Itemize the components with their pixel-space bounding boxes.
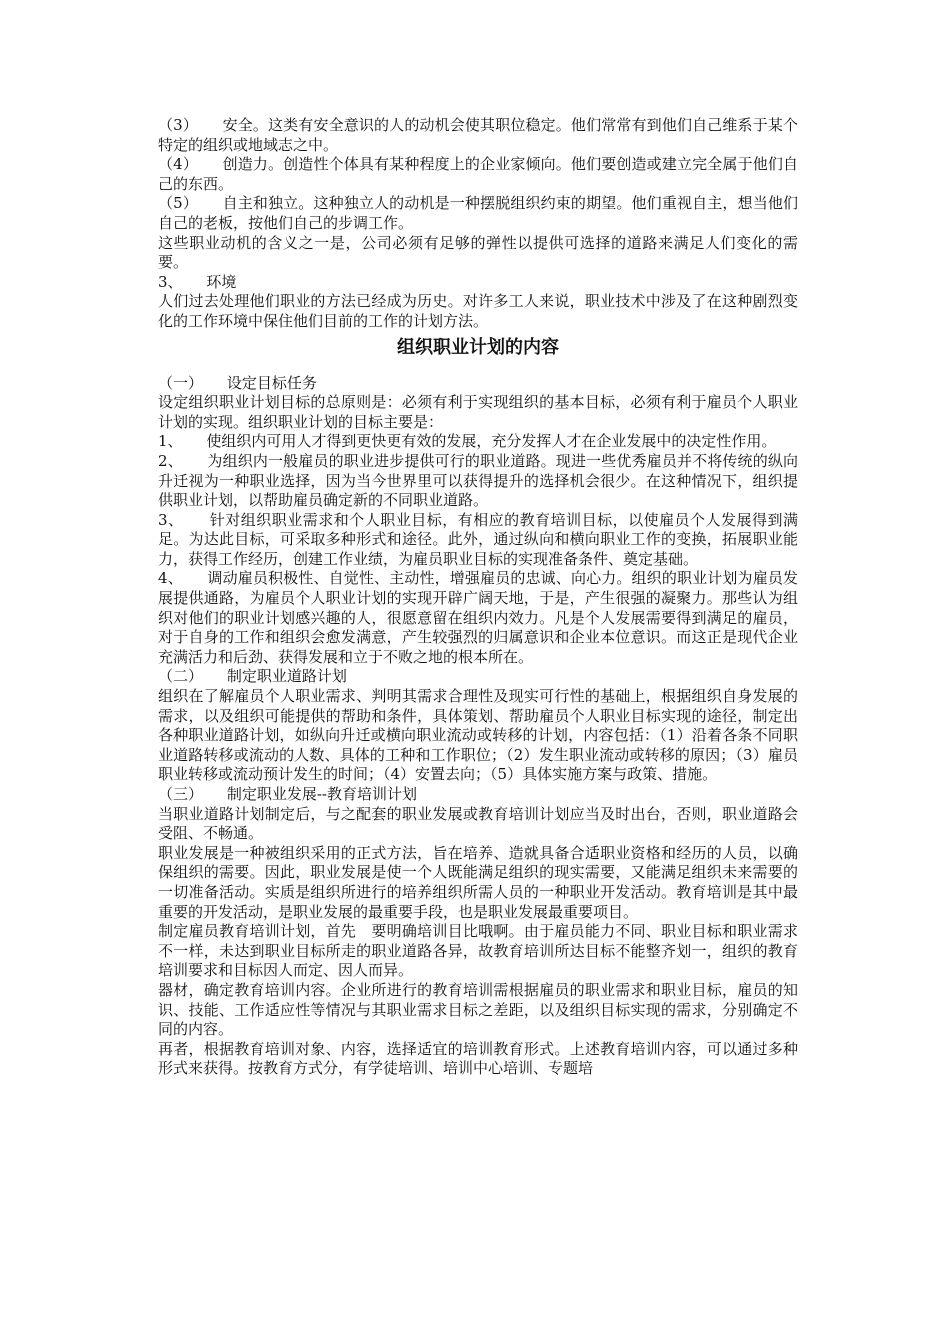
paragraph (158, 1040, 798, 1079)
paragraph (158, 116, 798, 155)
paragraph-text: 制定职业道路计划 (226, 667, 347, 686)
paragraph-text: 创造力。创造性个体具有某种程度上的企业家倾向。他们要创造或建立完全属于他们自己的东西。 (158, 155, 798, 193)
paragraph (158, 922, 798, 981)
paragraph (158, 234, 798, 273)
paragraph-text: 自主和独立。这种独立人的动机是一种摆脱组织约束的期望。他们重视自主，想当他们自己的老板，按他们自己的步调工作。 (158, 194, 798, 232)
paragraph-label: 3、 (158, 272, 183, 291)
paragraph-text: 再者，根据教育培训对象、内容，选择适宜的培训教育形式。上述教育培训内容，可以通过多种形式来获得。按教育方式分，有学徒培训、培训中心培训、专题培 (158, 1039, 798, 1078)
paragraph-label: （三） (158, 785, 204, 803)
paragraph-text: 器材，确定教育培训内容。企业所进行的教育培训需根据雇员的职业需求和职业目标，雇员的知识、技能、工作适应性等情况与其职业需求目标之差距，以及组织目标实现的需求，分别确定不同的内容。 (158, 980, 798, 1039)
paragraph-label: 4、 (158, 569, 183, 588)
paragraph-text: 这些职业动机的含义之一是，公司必须有足够的弹性以提供可选择的道路来满足人们变化的需要。 (158, 233, 798, 272)
paragraph (158, 785, 798, 805)
document-page (158, 116, 798, 1079)
paragraph-text: 设定目标任务 (226, 373, 317, 392)
paragraph (158, 844, 798, 922)
paragraph-label: （4） (158, 155, 198, 174)
section-before (158, 116, 798, 332)
paragraph (158, 273, 798, 293)
paragraph (158, 667, 798, 687)
paragraph (158, 569, 798, 667)
paragraph (158, 292, 798, 331)
paragraph-label: （5） (158, 194, 198, 213)
paragraph-text: 针对组织职业需求和个人职业目标，有相应的教育培训目标，以使雇员个人发展得到满足。为达此目标，可采取多种形式和途径。此外，通过纵向和横向职业工作的变换，拓展职业能力，获得工作经历，创建工作业绩，为雇员职业目标的实现准备条件、奠定基础。 (158, 510, 798, 568)
paragraph (158, 687, 798, 785)
paragraph-text: 制定职业发展--教育培训计划 (226, 785, 417, 803)
paragraph-label: （3） (158, 116, 198, 134)
paragraph (158, 452, 798, 511)
paragraph (158, 805, 798, 844)
paragraph-text: 调动雇员积极性、自觉性、主动性，增强雇员的忠诚、向心力。组织的职业计划为雇员发展提供通路，为雇员个人职业计划的实现开辟广阔天地，于是，产生很强的凝聚力。那些认为组织对他们的职业计划感兴趣的人，很愿意留在组织内效力。凡是个人发展需要得到满足的雇员，对于自身的工作和组织会愈发满意，产生较强烈的归属意识和企业本位意识。而这正是现代企业充满活力和后劲、获得发展和立于不败之地的根本所在。 (158, 569, 798, 666)
paragraph-label: 2、 (158, 451, 183, 470)
paragraph-text: 环境 (206, 272, 237, 291)
paragraph-label: （二） (158, 667, 204, 686)
paragraph-text: 职业发展是一种被组织采用的正式方法，旨在培养、造就具备合适职业资格和经历的人员，以确保组织的需要。因此，职业发展是使一个人既能满足组织的现实需要，又能满足组织未来需要的一切准备活动。实质是组织所进行的培养组织所需人员的一种职业开发活动。教育培训是其中最重要的开发活动，是职业发展的最重要手段，也是职业发展最重要项目。 (158, 843, 798, 921)
paragraph-text: 当职业道路计划制定后，与之配套的职业发展或教育培训计划应当及时出台，否则，职业道路会受阻、不畅通。 (158, 804, 798, 843)
section-after (158, 374, 798, 1079)
paragraph-text: 安全。这类有安全意识的人的动机会使其职位稳定。他们常常有到他们自己维系于某个特定的组织或地域志之中。 (158, 116, 798, 154)
paragraph-text: 组织在了解雇员个人职业需求、判明其需求合理性及现实可行性的基础上，根据组织自身发展的需求，以及组织可能提供的帮助和条件，具体策划、帮助雇员个人职业目标实现的途径，制定出各种职业道路计划，如纵向升迁或横向职业流动或转移的计划，内容包括：（1）沿着各条不同职业道路转移或流动的人数、具体的工种和工作职位；（2）发生职业流动或转移的原因；（3）雇员职业转移或流动预计发生的时间；（4）安置去向；（5）具体实施方案与政策、措施。 (158, 687, 798, 784)
paragraph-label: （一） (158, 373, 204, 392)
paragraph-text: 为组织内一般雇员的职业进步提供可行的职业道路。现进一些优秀雇员并不将传统的纵向升迁视为一种职业选择，因为当今世界里可以获得提升的选择机会很少。在这种情况下，组织提供职业计划，以帮助雇员确定新的不同职业道路。 (158, 451, 798, 510)
paragraph (158, 393, 798, 432)
paragraph (158, 374, 798, 394)
paragraph-label: 3、 (158, 510, 184, 529)
paragraph (158, 432, 798, 452)
paragraph-label: 1、 (158, 432, 183, 451)
section-heading: 组织职业计划的内容 (397, 336, 559, 358)
paragraph (158, 194, 798, 233)
paragraph-text: 使组织内可用人才得到更快更有效的发展，充分发挥人才在企业发展中的决定性作用。 (206, 432, 777, 451)
paragraph (158, 511, 798, 570)
paragraph (158, 981, 798, 1040)
paragraph-text: 制定雇员教育培训计划，首先 要明确培训目比哦啊。由于雇员能力不同、职业目标和职业需求不一样，未达到职业目标所走的职业道路各异，故教育培训所达目标不能整齐划一，组织的教育培训要求和目标因人而定、因人而异。 (158, 922, 798, 980)
paragraph-text: 设定组织职业计划目标的总原则是：必须有利于实现组织的基本目标，必须有利于雇员个人职业计划的实现。组织职业计划的目标主要是： (158, 393, 798, 431)
paragraph-text: 人们过去处理他们职业的方法已经成为历史。对许多工人来说，职业技术中涉及了在这种剧烈变化的工作环境中保住他们目前的工作的计划方法。 (158, 292, 798, 330)
paragraph (158, 155, 798, 194)
